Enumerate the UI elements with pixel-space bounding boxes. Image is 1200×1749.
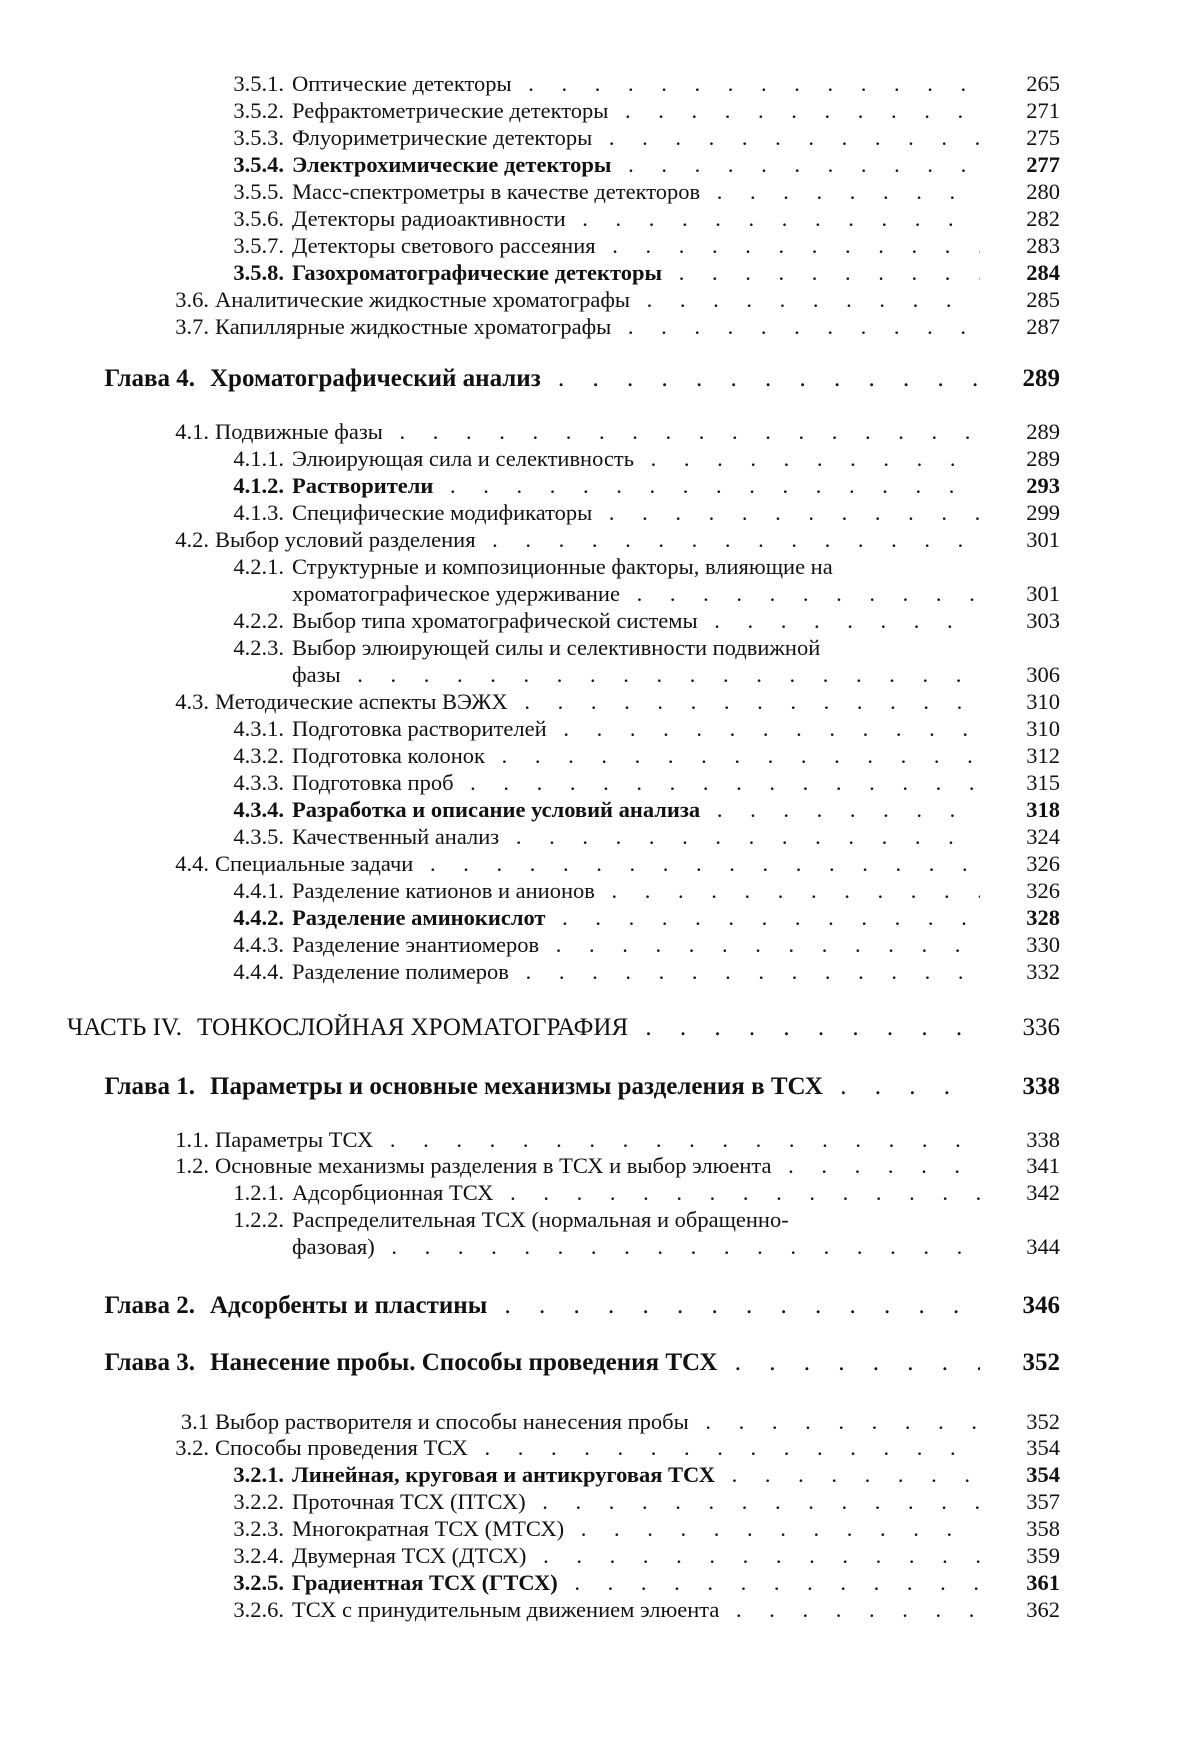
toc-entry-page: 284 [1026,260,1060,285]
toc-entry-title: Многократная ТСХ (МТСХ) . . . [292,1515,980,1542]
toc-entry-page: 289 [1022,365,1060,392]
toc-entry-number: 4.1. [175,419,209,444]
toc-entry-page: 289 [1026,419,1060,444]
toc-entry-page: 285 [1026,287,1060,312]
toc-entry-number: 4.3. [175,689,209,714]
toc-entry [0,1515,1060,1542]
toc-entry-page: 312 [1026,743,1060,768]
toc-entry-page: 344 [1026,1234,1060,1259]
toc-entry-page: 310 [1026,689,1060,714]
toc-entry-number: 4.4.2. [233,905,284,930]
toc-entry [0,151,1060,178]
toc-entry-title: Нанесение пробы. Способы проведения ТСХ . . . [210,1349,980,1376]
toc-entry-number: 3.1 [180,1409,209,1434]
toc-entry-title: Параметры ТСХ . . . [215,1126,980,1153]
toc-entry-title: Специальные задачи . . . [215,850,980,877]
toc-entry-title: Адсорбционная ТСХ . . . [292,1179,980,1206]
toc-entry [0,796,1060,823]
toc-entry-number: 3.5.8. [233,260,284,285]
toc-entry-number: 4.4. [175,851,209,876]
toc-entry-page: 303 [1026,608,1060,633]
toc-entry [0,472,1060,499]
toc-entry-number: 3.7. [175,314,209,339]
toc-entry [0,1179,1060,1206]
toc-entry-number: 1.2. [175,1153,209,1178]
toc-entry-title: Выбор типа хроматографической системы . . . [292,607,980,634]
toc-entry-continuation [0,661,1060,688]
toc-entry-number: 3.5.6. [233,206,284,231]
toc-entry [0,1206,1060,1233]
toc-entry-page: 332 [1026,959,1060,984]
toc-entry [0,1569,1060,1596]
toc-entry-title: Градиентная ТСХ (ГТСХ) . . . [292,1569,980,1596]
toc-entry-title: Выбор элюирующей силы и селективности подвижной [292,635,821,660]
toc-entry-number: 4.3.2. [233,743,284,768]
toc-entry [0,259,1060,286]
toc-entry-title: Адсорбенты и пластины . . . [210,1292,980,1319]
toc-entry-page: 362 [1026,1597,1060,1622]
toc-entry [0,958,1060,985]
toc-entry-number: 4.2.2. [233,608,284,633]
toc-entry-title: Масс-спектрометры в качестве детекторов . . . [292,178,980,205]
toc-entry-number: 3.5.4. [233,152,284,177]
toc-entry-title-continuation: фазовая) . . . [292,1233,980,1260]
toc-entry [0,97,1060,124]
toc-entry-title: Выбор условий разделения . . . [215,526,980,553]
toc-entry-page: 354 [1026,1435,1060,1460]
toc-entry [0,607,1060,634]
toc-entry [0,742,1060,769]
toc-entry-number: 3.2. [175,1435,209,1460]
toc-entry-title: Оптические детекторы . . . [292,70,980,97]
toc-entry-page: 352 [1022,1349,1060,1376]
toc-entry-title: Разделение полимеров . . . [292,958,980,985]
toc-entry-number: 3.2.3. [233,1516,284,1541]
toc-entry [0,553,1060,580]
toc-entry-page: 330 [1026,932,1060,957]
toc-entry [0,365,1060,392]
toc-entry-number: 3.5.2. [233,98,284,123]
toc-entry-page: 342 [1026,1180,1060,1205]
toc-entry-title: Аналитические жидкостные хроматографы . . . [215,286,980,313]
toc-entry-title: Проточная ТСХ (ПТСХ) . . . [292,1488,980,1515]
toc-entry-number: 4.2. [175,527,209,552]
toc-entry-title: Растворители . . . [292,472,980,499]
toc-entry [0,232,1060,259]
toc-entry-number: 3.2.2. [233,1489,284,1514]
toc-entry-page: 301 [1026,527,1060,552]
toc-entry-number: Глава 1. [104,1073,195,1100]
toc-entry [0,634,1060,661]
toc-entry-title: Качественный анализ . . . [292,823,980,850]
toc-entry-page: 275 [1026,125,1060,150]
toc-entry-title: Флуориметрические детекторы . . . [292,124,980,151]
toc-entry-number: 3.5.3. [233,125,284,150]
toc-entry-title: Разделение энантиомеров . . . [292,931,980,958]
toc-entry-page: 282 [1026,206,1060,231]
toc-entry [0,1126,1060,1153]
toc-entry-title: Подвижные фазы . . . [215,418,980,445]
toc-entry-page: 352 [1026,1409,1060,1434]
toc-entry-title-continuation: фазы . . . [292,661,980,688]
toc-entry-number: 4.3.3. [233,770,284,795]
toc-entry-title: Детекторы светового рассеяния . . . [292,232,980,259]
toc-entry-page: 346 [1022,1292,1060,1319]
toc-entry [0,499,1060,526]
toc-entry-page: 277 [1026,152,1060,177]
toc-entry-number: 4.3.5. [233,824,284,849]
toc-entry-page: 310 [1026,716,1060,741]
toc-entry-page: 315 [1026,770,1060,795]
toc-entry-number: 4.3.1. [233,716,284,741]
toc-entry-number: 4.4.3. [233,932,284,957]
toc-entry-number: 3.5.5. [233,179,284,204]
toc-entry-number: 3.5.1. [233,71,284,96]
toc-entry-page: 293 [1026,473,1060,498]
toc-entry [0,418,1060,445]
toc-entry-number: 4.3.4. [233,797,284,822]
toc-entry-number: 1.1. [175,1127,209,1152]
toc-entry [0,1152,1060,1179]
toc-entry-page: 299 [1026,500,1060,525]
toc-entry-page: 338 [1022,1073,1060,1100]
toc-entry [0,286,1060,313]
toc-entry-page: 338 [1026,1127,1060,1152]
toc-entry-title: Способы проведения ТСХ . . . [215,1434,980,1461]
toc-entry-title: Разделение аминокислот . . . [292,904,980,931]
toc-entry-number: 4.1.1. [233,446,284,471]
toc-entry [0,931,1060,958]
toc-entry-title: Подготовка растворителей . . . [292,715,980,742]
toc-entry [0,445,1060,472]
toc-entry-title: Капиллярные жидкостные хроматографы . . . [215,313,980,340]
toc-entry [0,877,1060,904]
toc-entry-page: 336 [1022,1014,1060,1041]
toc-entry-page: 341 [1026,1153,1060,1178]
toc-entry [0,1073,1060,1100]
toc-entry-title: Параметры и основные механизмы разделения в ТСХ . . . [210,1073,980,1100]
toc-entry-continuation [0,580,1060,607]
toc-entry [0,1488,1060,1515]
toc-entry [0,1596,1060,1623]
toc-entry-number: Глава 2. [104,1292,195,1319]
toc-entry [0,1014,1060,1041]
toc-entry [0,823,1060,850]
toc-entry-page: 354 [1026,1462,1060,1487]
toc-entry-title: Подготовка колонок . . . [292,742,980,769]
toc-entry-number: 3.2.6. [233,1597,284,1622]
toc-entry-page: 271 [1026,98,1060,123]
toc-entry [0,526,1060,553]
toc-entry-title: Линейная, круговая и антикруговая ТСХ . . . [292,1461,980,1488]
toc-entry-title: Газохроматографические детекторы . . . [292,259,980,286]
toc-entry-title: Разделение катионов и анионов . . . [292,877,980,904]
toc-entry-page: 280 [1026,179,1060,204]
toc-entry-title: Методические аспекты ВЭЖХ . . . [215,688,980,715]
toc-entry-title-continuation: хроматографическое удерживание . . . [292,580,980,607]
toc-entry-number: 4.1.2. [233,473,284,498]
toc-entry-number: 4.2.1. [233,554,284,579]
toc-entry-page: 301 [1026,581,1060,606]
toc-entry [0,1434,1060,1461]
toc-entry-number: 4.1.3. [233,500,284,525]
toc-entry-title: Структурные и композиционные факторы, влияющие на [292,554,833,579]
toc-entry-page: 326 [1026,851,1060,876]
toc-entry-title: Распределительная ТСХ (нормальная и обращенно- [292,1207,789,1232]
toc-entry [0,1542,1060,1569]
toc-entry-title: Двумерная ТСХ (ДТСХ) . . . [292,1542,980,1569]
toc-entry [0,124,1060,151]
toc-entry-page: 287 [1026,314,1060,339]
toc-entry-page: 358 [1026,1516,1060,1541]
toc-entry [0,715,1060,742]
toc-entry-title: ТСХ с принудительным движением элюента . . . [292,1596,980,1623]
toc-entry [0,688,1060,715]
toc-entry [0,1292,1060,1319]
toc-entry [0,205,1060,232]
toc-entry-page: 265 [1026,71,1060,96]
toc-entry-page: 324 [1026,824,1060,849]
toc-entry-title: Хроматографический анализ . . . [210,365,980,392]
toc-entry-number: Глава 3. [104,1349,195,1376]
toc-entry-number: 3.5.7. [233,233,284,258]
toc-entry [0,178,1060,205]
toc-entry-title: Рефрактометрические детекторы . . . [292,97,980,124]
toc-entry-number: 1.2.2. [233,1207,284,1232]
toc-entry [0,904,1060,931]
toc-entry-number: 4.2.3. [233,635,284,660]
toc-entry-page: 283 [1026,233,1060,258]
toc-entry [0,769,1060,796]
toc-entry-number: 4.4.1. [233,878,284,903]
toc-entry-title: Электрохимические детекторы . . . [292,151,980,178]
toc-entry-title: Детекторы радиоактивности . . . [292,205,980,232]
toc-entry-number: 3.2.1. [233,1462,284,1487]
toc-entry [0,1349,1060,1376]
toc-entry-number: 4.4.4. [233,959,284,984]
toc-entry [0,70,1060,97]
toc-entry-number: 3.6. [175,287,209,312]
toc-entry-page: 326 [1026,878,1060,903]
toc-entry-title: Основные механизмы разделения в ТСХ и выбор элюента . . . [215,1152,980,1179]
toc-entry-number: 3.2.5. [233,1570,284,1595]
toc-entry [0,1408,1060,1435]
toc-entry-page: 359 [1026,1543,1060,1568]
toc-entry [0,313,1060,340]
toc-entry-title: Подготовка проб . . . [292,769,980,796]
toc-entry-page: 361 [1026,1570,1060,1595]
toc-entry-continuation [0,1233,1060,1260]
toc-entry [0,1461,1060,1488]
toc-entry-page: 318 [1026,797,1060,822]
toc-entry-page: 328 [1026,905,1060,930]
toc-entry-page: 357 [1026,1489,1060,1514]
toc-entry-title: Выбор растворителя и способы нанесения пробы . . . [215,1408,980,1435]
toc-entry-title: Разработка и описание условий анализа . . . [292,796,980,823]
toc-entry-page: 306 [1026,662,1060,687]
toc-entry-page: 289 [1026,446,1060,471]
toc-entry-title: ТОНКОСЛОЙНАЯ ХРОМАТОГРАФИЯ . . . [197,1014,980,1041]
toc-entry-number: 3.2.4. [233,1543,284,1568]
toc-entry-title: Специфические модификаторы . . . [292,499,980,526]
toc-entry-title: Элюирующая сила и селективность . . . [292,445,980,472]
toc-entry-number: ЧАСТЬ IV. [66,1014,182,1041]
toc-entry [0,850,1060,877]
toc-entry-number: 1.2.1. [233,1180,284,1205]
toc-entry-number: Глава 4. [104,365,195,392]
